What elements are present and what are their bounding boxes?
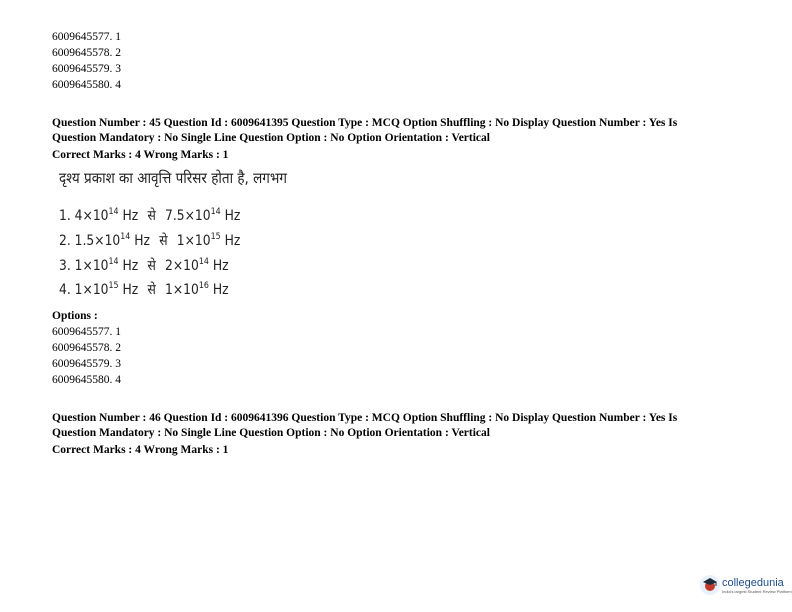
option-id-line: 6009645580. 4	[52, 374, 121, 386]
choice-from-base: 1×10	[74, 258, 109, 274]
choice-to-base: 1×10	[164, 282, 199, 298]
choice-connector: से	[147, 258, 156, 274]
choice-connector: से	[147, 208, 156, 224]
question-header-line: Question Number : 45 Question Id : 6009641395 Question Type : MCQ Option Shuffling : No Display Question Number : Yes Is	[52, 117, 678, 129]
option-id-line: 6009645579. 3	[52, 63, 121, 75]
choice-from-base: 1×10	[74, 282, 109, 298]
choice-from-exponent: 14	[120, 232, 131, 242]
choice-from-base: 4×10	[74, 208, 109, 224]
option-id-line: 6009645580. 4	[52, 79, 121, 91]
answer-choice	[59, 231, 240, 250]
choice-to-exponent: 16	[198, 281, 209, 291]
answer-choice	[59, 206, 240, 225]
question-header-line: Question Mandatory : No Single Line Question Option : No Option Orientation : Vertical	[52, 427, 490, 439]
choice-from-exponent: 15	[108, 281, 119, 291]
question-marks: Correct Marks : 4 Wrong Marks : 1	[52, 444, 229, 456]
choice-from-exponent: 14	[108, 207, 119, 217]
option-id-line: 6009645579. 3	[52, 358, 121, 370]
question-header-line: Question Number : 46 Question Id : 6009641396 Question Type : MCQ Option Shuffling : No Display Question Number : Yes Is	[52, 412, 678, 424]
choice-connector: से	[147, 282, 156, 298]
choice-unit: Hz	[134, 233, 151, 249]
answer-choice	[59, 256, 229, 275]
question-header-line: Question Mandatory : No Single Line Question Option : No Option Orientation : Vertical	[52, 132, 490, 144]
question-45-header	[52, 116, 742, 163]
choice-to-exponent: 15	[210, 232, 221, 242]
choice-to-base: 7.5×10	[164, 208, 211, 224]
question-text: दृश्य प्रकाश का आवृत्ति परिसर होता है, लगभग	[59, 169, 287, 187]
choice-connector: से	[159, 233, 168, 249]
graduate-cap-logo-icon	[700, 575, 720, 595]
choice-from-exponent: 14	[108, 257, 119, 267]
choice-number: 3.	[59, 258, 71, 274]
options-label: Options :	[52, 310, 98, 322]
choice-to-base: 2×10	[164, 258, 199, 274]
choice-unit: Hz	[122, 258, 139, 274]
choice-number: 1.	[59, 208, 71, 224]
question-marks: Correct Marks : 4 Wrong Marks : 1	[52, 149, 229, 161]
question-46-header	[52, 411, 742, 458]
choice-from-base: 1.5×10	[74, 233, 121, 249]
option-id-line: 6009645578. 2	[52, 47, 121, 59]
choice-unit: Hz	[212, 258, 229, 274]
option-id-line: 6009645577. 1	[52, 31, 121, 43]
answer-choice	[59, 280, 229, 299]
choice-unit: Hz	[122, 208, 139, 224]
choice-number: 4.	[59, 282, 71, 298]
choice-unit: Hz	[224, 233, 241, 249]
logo-wordmark: collegedunia	[722, 576, 784, 589]
choice-unit: Hz	[122, 282, 139, 298]
option-id-line: 6009645577. 1	[52, 326, 121, 338]
choice-to-exponent: 14	[198, 257, 209, 267]
choice-to-exponent: 14	[210, 207, 221, 217]
option-id-line: 6009645578. 2	[52, 342, 121, 354]
choice-number: 2.	[59, 233, 71, 249]
collegedunia-watermark	[700, 571, 792, 599]
choice-unit: Hz	[212, 282, 229, 298]
choice-to-base: 1×10	[176, 233, 211, 249]
choice-unit: Hz	[224, 208, 241, 224]
logo-tagline: India's largest Student Review Platform	[722, 588, 792, 594]
